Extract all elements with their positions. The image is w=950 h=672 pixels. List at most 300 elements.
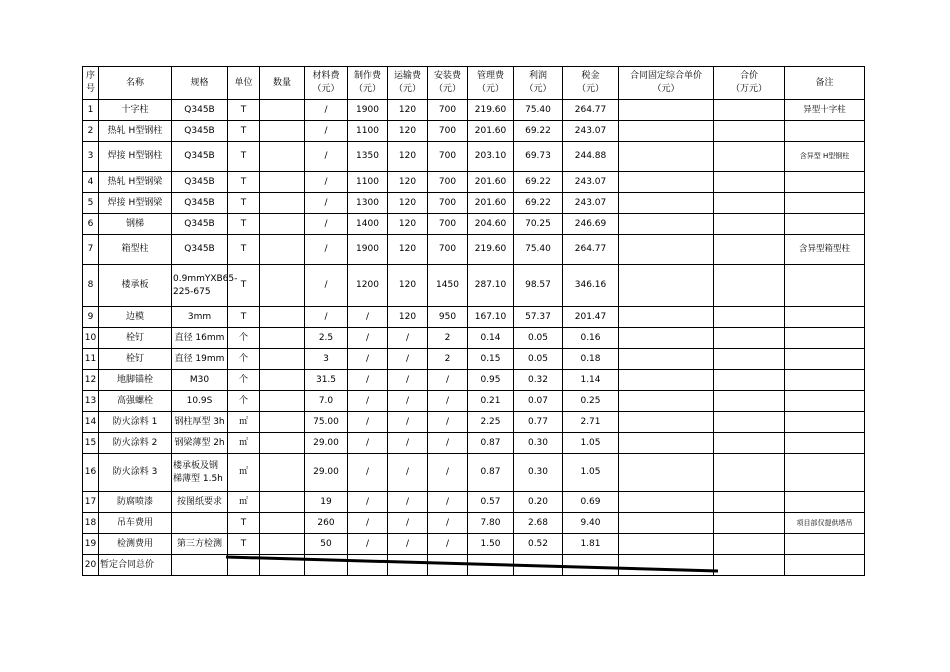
total-price-cell [714, 172, 785, 193]
fabrication-fee-cell: 1400 [348, 214, 388, 235]
table-row [83, 349, 865, 370]
tax-cell: 0.25 [563, 391, 619, 412]
tax-cell [563, 555, 619, 576]
header-unit-price [619, 67, 714, 100]
total-price-cell [714, 370, 785, 391]
tax-cell: 346.16 [563, 265, 619, 307]
profit-cell: 0.52 [514, 534, 563, 555]
name-cell: 栓钉 [99, 328, 172, 349]
install-fee-cell: 2 [428, 328, 468, 349]
quantity-cell [260, 307, 305, 328]
table-row [83, 214, 865, 235]
header-text: （元） [476, 84, 504, 94]
management-fee-cell: 219.60 [468, 100, 514, 121]
tax-cell: 1.05 [563, 433, 619, 454]
management-fee-cell: 201.60 [468, 172, 514, 193]
fabrication-fee-cell: / [348, 370, 388, 391]
header-text: 合同固定综合单价 [629, 71, 702, 81]
profit-cell: 0.30 [514, 433, 563, 454]
quantity-cell [260, 121, 305, 142]
header-text: 利润 [528, 71, 547, 81]
name-cell: 楼承板 [99, 265, 172, 307]
header-unit [228, 67, 260, 100]
header-name [99, 67, 172, 100]
material-fee-cell: 2.5 [305, 328, 348, 349]
fabrication-fee-cell: / [348, 513, 388, 534]
unit-price-cell [619, 142, 714, 172]
unit-cell: T [228, 265, 260, 307]
fabrication-fee-cell: / [348, 412, 388, 433]
quantity-cell [260, 142, 305, 172]
price-table [82, 66, 865, 576]
spec-cell: 按图纸要求 [172, 492, 228, 513]
total-price-cell [714, 349, 785, 370]
remarks-cell [785, 265, 865, 307]
index-cell: 12 [83, 370, 99, 391]
header-text: （元） [576, 84, 604, 94]
tax-cell: 246.69 [563, 214, 619, 235]
fabrication-fee-cell: / [348, 391, 388, 412]
unit-price-cell [619, 265, 714, 307]
unit-cell: ㎡ [228, 412, 260, 433]
profit-cell: 0.05 [514, 349, 563, 370]
total-price-cell [714, 492, 785, 513]
profit-cell: 0.32 [514, 370, 563, 391]
unit-cell [228, 555, 260, 576]
unit-price-cell [619, 391, 714, 412]
transport-fee-cell: 120 [388, 235, 428, 265]
unit-price-cell [619, 172, 714, 193]
unit-cell: ㎡ [228, 454, 260, 492]
name-cell: 十字柱 [99, 100, 172, 121]
unit-cell: 个 [228, 391, 260, 412]
profit-cell: 75.40 [514, 100, 563, 121]
unit-price-cell [619, 307, 714, 328]
header-quantity [260, 67, 305, 100]
management-fee-cell: 219.60 [468, 235, 514, 265]
header-text: 制作费 [353, 71, 381, 81]
tax-cell: 243.07 [563, 193, 619, 214]
index-cell: 10 [83, 328, 99, 349]
table-row [83, 391, 865, 412]
material-fee-cell: 260 [305, 513, 348, 534]
tax-cell: 243.07 [563, 121, 619, 142]
header-text: 数量 [272, 77, 291, 88]
tax-cell: 1.81 [563, 534, 619, 555]
spec-cell: 10.9S [172, 391, 228, 412]
material-fee-cell: / [305, 193, 348, 214]
unit-cell: T [228, 172, 260, 193]
table-row [83, 492, 865, 513]
profit-cell: 70.25 [514, 214, 563, 235]
spec-cell: M30 [172, 370, 228, 391]
total-price-cell [714, 214, 785, 235]
name-cell: 防火涂料 3 [99, 454, 172, 492]
install-fee-cell: 700 [428, 235, 468, 265]
management-fee-cell: 203.10 [468, 142, 514, 172]
spec-cell: 钢梁薄型 2h [172, 433, 228, 454]
quantity-cell [260, 555, 305, 576]
material-fee-cell: 29.00 [305, 454, 348, 492]
unit-price-cell [619, 454, 714, 492]
name-cell: 箱型柱 [99, 235, 172, 265]
header-spec [172, 67, 228, 100]
index-cell: 9 [83, 307, 99, 328]
name-cell: 边模 [99, 307, 172, 328]
install-fee-cell: / [428, 412, 468, 433]
material-fee-cell: / [305, 214, 348, 235]
unit-cell: T [228, 100, 260, 121]
quantity-cell [260, 328, 305, 349]
table-row [83, 433, 865, 454]
header-profit [514, 67, 563, 100]
table-row [83, 555, 865, 576]
header-total-price [714, 67, 785, 100]
transport-fee-cell: / [388, 534, 428, 555]
index-cell: 1 [83, 100, 99, 121]
fabrication-fee-cell: / [348, 433, 388, 454]
spec-cell: 3mm [172, 307, 228, 328]
unit-price-cell [619, 235, 714, 265]
name-cell: 钢梯 [99, 214, 172, 235]
spec-cell: Q345B [172, 142, 228, 172]
install-fee-cell: 1450 [428, 265, 468, 307]
unit-cell: 个 [228, 328, 260, 349]
header-text: （万元） [730, 84, 767, 94]
spec-cell: Q345B [172, 121, 228, 142]
transport-fee-cell: / [388, 454, 428, 492]
tax-cell: 201.47 [563, 307, 619, 328]
header-text: 备注 [815, 77, 834, 88]
header-management-fee [468, 67, 514, 100]
header-text: 单位 [234, 77, 253, 88]
quantity-cell [260, 433, 305, 454]
index-cell: 19 [83, 534, 99, 555]
table-row [83, 142, 865, 172]
tax-cell: 244.88 [563, 142, 619, 172]
unit-cell: T [228, 142, 260, 172]
fabrication-fee-cell [348, 555, 388, 576]
spec-cell: Q345B [172, 172, 228, 193]
remarks-cell [785, 307, 865, 328]
spec-cell: Q345B [172, 235, 228, 265]
remarks-cell [785, 214, 865, 235]
tax-cell: 0.69 [563, 492, 619, 513]
index-cell: 7 [83, 235, 99, 265]
header-text: 材料费 [312, 71, 340, 81]
material-fee-cell: 50 [305, 534, 348, 555]
table-row [83, 265, 865, 307]
name-cell: 防腐喷漆 [99, 492, 172, 513]
spec-cell: 直径 19mm [172, 349, 228, 370]
unit-cell: ㎡ [228, 492, 260, 513]
remarks-cell: 异型十字柱 [785, 100, 865, 121]
remarks-cell [785, 193, 865, 214]
material-fee-cell [305, 555, 348, 576]
header-material-fee [305, 67, 348, 100]
install-fee-cell: 700 [428, 214, 468, 235]
total-price-cell [714, 391, 785, 412]
install-fee-cell: / [428, 513, 468, 534]
transport-fee-cell: / [388, 391, 428, 412]
unit-price-cell [619, 121, 714, 142]
remarks-cell: 含异型箱型柱 [785, 235, 865, 265]
install-fee-cell: 700 [428, 193, 468, 214]
install-fee-cell: / [428, 370, 468, 391]
remarks-cell [785, 370, 865, 391]
remarks-cell [785, 555, 865, 576]
unit-cell: T [228, 534, 260, 555]
install-fee-cell: 700 [428, 121, 468, 142]
unit-price-cell [619, 534, 714, 555]
management-fee-cell: 204.60 [468, 214, 514, 235]
quantity-cell [260, 370, 305, 391]
transport-fee-cell: 120 [388, 193, 428, 214]
transport-fee-cell: / [388, 513, 428, 534]
unit-price-cell [619, 370, 714, 391]
quantity-cell [260, 172, 305, 193]
quantity-cell [260, 513, 305, 534]
unit-price-cell [619, 433, 714, 454]
index-cell: 17 [83, 492, 99, 513]
quantity-cell [260, 492, 305, 513]
table-row [83, 172, 865, 193]
remarks-cell [785, 412, 865, 433]
fabrication-fee-cell: 1100 [348, 121, 388, 142]
index-cell: 5 [83, 193, 99, 214]
name-cell: 热轧 H型钢梁 [99, 172, 172, 193]
management-fee-cell: 7.80 [468, 513, 514, 534]
name-cell: 暂定合同总价 [99, 555, 172, 576]
header-row [83, 67, 865, 100]
header-text: （元） [433, 84, 461, 94]
management-fee-cell: 201.60 [468, 193, 514, 214]
spec-cell [172, 555, 228, 576]
fabrication-fee-cell: / [348, 454, 388, 492]
spec-cell: 0.9mmYXB65-225-675 [172, 265, 228, 307]
header-text: 运输费 [393, 71, 421, 81]
remarks-cell [785, 349, 865, 370]
install-fee-cell: / [428, 391, 468, 412]
fabrication-fee-cell: / [348, 307, 388, 328]
name-cell: 防火涂料 1 [99, 412, 172, 433]
fabrication-fee-cell: / [348, 328, 388, 349]
profit-cell: 57.37 [514, 307, 563, 328]
material-fee-cell: 3 [305, 349, 348, 370]
material-fee-cell: / [305, 121, 348, 142]
header-transport-fee [388, 67, 428, 100]
name-cell: 栓钉 [99, 349, 172, 370]
header-index [83, 67, 99, 100]
header-text: （元） [524, 84, 552, 94]
table-row [83, 454, 865, 492]
unit-price-cell [619, 555, 714, 576]
unit-cell: T [228, 513, 260, 534]
index-cell: 2 [83, 121, 99, 142]
material-fee-cell: / [305, 265, 348, 307]
unit-cell: 个 [228, 349, 260, 370]
remarks-cell [785, 534, 865, 555]
remarks-cell: 项目部仅提供塔吊 [785, 513, 865, 534]
unit-cell: T [228, 214, 260, 235]
material-fee-cell: 7.0 [305, 391, 348, 412]
tax-cell: 264.77 [563, 100, 619, 121]
quantity-cell [260, 349, 305, 370]
install-fee-cell: 700 [428, 172, 468, 193]
table-row [83, 370, 865, 391]
material-fee-cell: / [305, 100, 348, 121]
name-cell: 吊车费用 [99, 513, 172, 534]
fabrication-fee-cell: 1900 [348, 235, 388, 265]
management-fee-cell [468, 555, 514, 576]
management-fee-cell: 0.57 [468, 492, 514, 513]
total-price-cell [714, 328, 785, 349]
remarks-cell: 含异型 H型钢柱 [785, 142, 865, 172]
index-cell: 3 [83, 142, 99, 172]
tax-cell: 243.07 [563, 172, 619, 193]
total-price-cell [714, 534, 785, 555]
unit-price-cell [619, 513, 714, 534]
total-price-cell [714, 307, 785, 328]
tax-cell: 9.40 [563, 513, 619, 534]
index-cell: 18 [83, 513, 99, 534]
index-cell: 15 [83, 433, 99, 454]
management-fee-cell: 287.10 [468, 265, 514, 307]
tax-cell: 0.18 [563, 349, 619, 370]
spec-cell [172, 513, 228, 534]
header-install-fee [428, 67, 468, 100]
material-fee-cell: 31.5 [305, 370, 348, 391]
total-price-cell [714, 412, 785, 433]
install-fee-cell: 700 [428, 142, 468, 172]
index-cell: 4 [83, 172, 99, 193]
management-fee-cell: 0.15 [468, 349, 514, 370]
remarks-cell [785, 454, 865, 492]
table-row [83, 121, 865, 142]
total-price-cell [714, 513, 785, 534]
tax-cell: 1.05 [563, 454, 619, 492]
fabrication-fee-cell: 1350 [348, 142, 388, 172]
transport-fee-cell: / [388, 349, 428, 370]
management-fee-cell: 0.95 [468, 370, 514, 391]
quantity-cell [260, 391, 305, 412]
name-cell: 焊接 H型钢柱 [99, 142, 172, 172]
material-fee-cell: / [305, 235, 348, 265]
name-cell: 热轧 H型钢柱 [99, 121, 172, 142]
quantity-cell [260, 100, 305, 121]
name-cell: 检测费用 [99, 534, 172, 555]
remarks-cell [785, 391, 865, 412]
profit-cell: 69.73 [514, 142, 563, 172]
header-text: （元） [393, 84, 421, 94]
header-remarks [785, 67, 865, 100]
index-cell: 20 [83, 555, 99, 576]
install-fee-cell [428, 555, 468, 576]
table-row [83, 235, 865, 265]
table-row [83, 412, 865, 433]
unit-cell: ㎡ [228, 433, 260, 454]
table-row [83, 307, 865, 328]
management-fee-cell: 1.50 [468, 534, 514, 555]
index-cell: 6 [83, 214, 99, 235]
install-fee-cell: 700 [428, 100, 468, 121]
header-text: （元） [652, 84, 680, 94]
header-tax [563, 67, 619, 100]
remarks-cell [785, 172, 865, 193]
transport-fee-cell: 120 [388, 214, 428, 235]
management-fee-cell: 0.14 [468, 328, 514, 349]
transport-fee-cell: 120 [388, 142, 428, 172]
remarks-cell [785, 492, 865, 513]
header-text: 规格 [190, 77, 209, 88]
header-text: （元） [353, 84, 381, 94]
material-fee-cell: 29.00 [305, 433, 348, 454]
table-row [83, 328, 865, 349]
management-fee-cell: 0.21 [468, 391, 514, 412]
material-fee-cell: 75.00 [305, 412, 348, 433]
tax-cell: 0.16 [563, 328, 619, 349]
management-fee-cell: 0.87 [468, 433, 514, 454]
management-fee-cell: 201.60 [468, 121, 514, 142]
total-price-cell [714, 454, 785, 492]
transport-fee-cell [388, 555, 428, 576]
table-row [83, 193, 865, 214]
transport-fee-cell: 120 [388, 100, 428, 121]
unit-price-cell [619, 193, 714, 214]
table-row [83, 534, 865, 555]
material-fee-cell: 19 [305, 492, 348, 513]
quantity-cell [260, 214, 305, 235]
total-price-cell [714, 235, 785, 265]
fabrication-fee-cell: / [348, 534, 388, 555]
quantity-cell [260, 193, 305, 214]
total-price-cell [714, 142, 785, 172]
fabrication-fee-cell: / [348, 492, 388, 513]
index-cell: 13 [83, 391, 99, 412]
transport-fee-cell: 120 [388, 265, 428, 307]
profit-cell: 69.22 [514, 121, 563, 142]
quantity-cell [260, 412, 305, 433]
profit-cell: 0.30 [514, 454, 563, 492]
profit-cell: 69.22 [514, 193, 563, 214]
unit-price-cell [619, 100, 714, 121]
transport-fee-cell: / [388, 328, 428, 349]
profit-cell: 98.57 [514, 265, 563, 307]
material-fee-cell: / [305, 142, 348, 172]
unit-cell: T [228, 307, 260, 328]
profit-cell: 0.05 [514, 328, 563, 349]
install-fee-cell: / [428, 492, 468, 513]
name-cell: 焊接 H型钢梁 [99, 193, 172, 214]
material-fee-cell: / [305, 172, 348, 193]
total-price-cell [714, 433, 785, 454]
transport-fee-cell: / [388, 412, 428, 433]
unit-cell: T [228, 121, 260, 142]
table-row [83, 513, 865, 534]
spec-cell: 直径 16mm [172, 328, 228, 349]
index-cell: 14 [83, 412, 99, 433]
transport-fee-cell: / [388, 433, 428, 454]
index-cell: 8 [83, 265, 99, 307]
spec-cell: Q345B [172, 193, 228, 214]
unit-price-cell [619, 492, 714, 513]
remarks-cell [785, 121, 865, 142]
index-cell: 16 [83, 454, 99, 492]
unit-price-cell [619, 412, 714, 433]
tax-cell: 2.71 [563, 412, 619, 433]
header-fabrication-fee [348, 67, 388, 100]
tax-cell: 1.14 [563, 370, 619, 391]
